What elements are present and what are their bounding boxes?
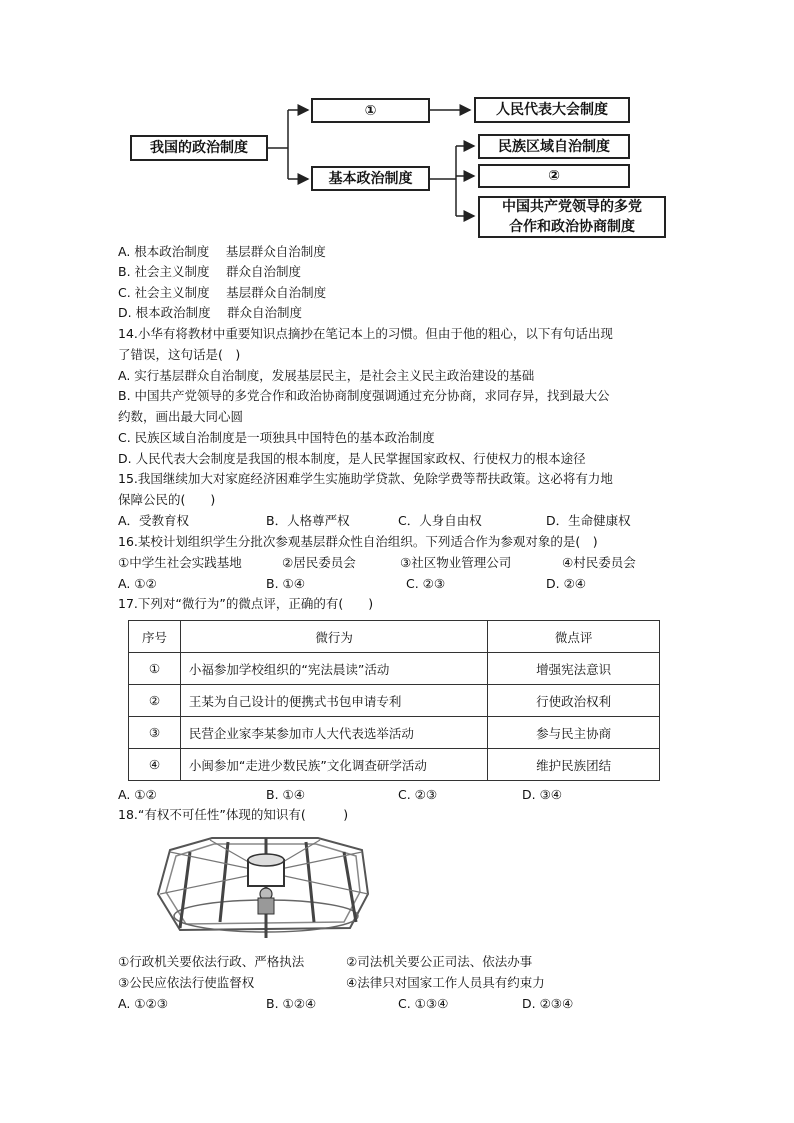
table-cell: ③ — [129, 717, 181, 749]
diagram-ethnic-autonomy-box: 民族区域自治制度 — [478, 134, 630, 159]
q17-option-d: D. ③④ — [522, 787, 562, 802]
q15-stem-line1: 15.我国继续加大对家庭经济困难学生实施助学贷款、免除学费等帮扶政策。这必将有力地 — [118, 471, 613, 486]
table-cell: ④ — [129, 749, 181, 781]
q14-option-b-cont: 约数，画出最大同心圆 — [118, 409, 244, 424]
q17-table — [128, 620, 660, 781]
political-system-diagram — [118, 88, 678, 248]
table-row — [129, 749, 660, 781]
table-cell: 王某为自己设计的便携式书包申请专利 — [180, 685, 487, 717]
q18-item-2: ②司法机关要公正司法、依法办事 — [346, 954, 533, 969]
q16-item-3: ③社区物业管理公司 — [400, 555, 512, 570]
table-header-row — [129, 621, 660, 653]
table-cell: ① — [129, 653, 181, 685]
q14-stem-line1: 14.小华有将教材中重要知识点摘抄在笔记本上的习惯。但由于他的粗心，以下有句话出现 — [118, 326, 613, 341]
diagram-multiparty-line2: 合作和政治协商制度 — [509, 219, 635, 235]
q16-option-d: D. ②④ — [546, 576, 586, 591]
q15-stem-line2: 保障公民的( ) — [118, 492, 216, 507]
table-cell: 小闽参加“走进少数民族”文化调查研学活动 — [180, 749, 487, 781]
q15-option-b: B．人格尊严权 — [266, 513, 350, 528]
q16-stem: 16.某校计划组织学生分批次参观基层群众性自治组织。下列适合作为参观对象的是( ) — [118, 534, 598, 549]
diagram-multiparty-line1: 中国共产党领导的多党 — [502, 199, 642, 215]
q13-option-c: C. 社会主义制度 基层群众自治制度 — [118, 285, 327, 300]
q16-option-b: B. ①④ — [266, 576, 305, 591]
diagram-basic-system-box: 基本政治制度 — [311, 166, 430, 191]
cartoon-illustration — [150, 832, 380, 944]
q16-item-2: ②居民委员会 — [282, 555, 356, 570]
table-row — [129, 653, 660, 685]
q13-option-d: D. 根本政治制度 群众自治制度 — [118, 305, 303, 320]
q16-option-c: C. ②③ — [406, 576, 446, 591]
q18-item-1: ①行政机关要依法行政、严格执法 — [118, 954, 305, 969]
diagram-root-box: 我国的政治制度 — [130, 135, 268, 161]
table-cell: 参与民主协商 — [488, 717, 660, 749]
q18-item-3: ③公民应依法行使监督权 — [118, 975, 255, 990]
q13-option-a: A. 根本政治制度 基层群众自治制度 — [118, 244, 326, 259]
diagram-blank-2-box: ② — [478, 164, 630, 188]
table-row — [129, 717, 660, 749]
q18-option-c: C. ①③④ — [398, 996, 449, 1011]
table-header-cell: 微点评 — [488, 621, 660, 653]
table-row — [129, 685, 660, 717]
diagram-blank-1-box: ① — [311, 98, 430, 123]
q18-option-a: A. ①②③ — [118, 996, 168, 1011]
diagram-multiparty-box — [478, 196, 666, 238]
q17-option-a: A. ①② — [118, 787, 157, 802]
table-cell: 行使政治权利 — [488, 685, 660, 717]
q15-option-a: A．受教育权 — [118, 513, 190, 528]
q16-option-a: A. ①② — [118, 576, 157, 591]
q13-option-b: B. 社会主义制度 群众自治制度 — [118, 264, 301, 279]
q18-stem: 18.“有权不可任性”体现的知识有( ) — [118, 807, 349, 822]
table-header-cell: 微行为 — [180, 621, 487, 653]
q16-item-1: ①中学生社会实践基地 — [118, 555, 242, 570]
q14-stem-line2: 了错误，这句话是( ) — [118, 347, 241, 362]
table-cell: ② — [129, 685, 181, 717]
q18-item-4: ④法律只对国家工作人员具有约束力 — [346, 975, 545, 990]
q14-option-c: C. 民族区域自治制度是一项独具中国特色的基本政治制度 — [118, 430, 435, 445]
q14-option-a: A. 实行基层群众自治制度，发展基层民主，是社会主义民主政治建设的基础 — [118, 368, 535, 383]
q14-option-b: B. 中国共产党领导的多党合作和政治协商制度强调通过充分协商，求同存异，找到最大公 — [118, 388, 610, 403]
table-cell: 增强宪法意识 — [488, 653, 660, 685]
q17-stem: 17.下列对“微行为”的微点评，正确的有( ) — [118, 596, 374, 611]
q15-option-d: D．生命健康权 — [546, 513, 631, 528]
q17-option-b: B. ①④ — [266, 787, 305, 802]
table-cell: 小福参加学校组织的“宪法晨读”活动 — [180, 653, 487, 685]
q18-option-b: B. ①②④ — [266, 996, 317, 1011]
q17-option-c: C. ②③ — [398, 787, 438, 802]
q18-option-d: D. ②③④ — [522, 996, 574, 1011]
table-cell: 维护民族团结 — [488, 749, 660, 781]
table-header-cell: 序号 — [129, 621, 181, 653]
diagram-people-congress-box: 人民代表大会制度 — [474, 97, 630, 123]
q14-option-d: D. 人民代表大会制度是我国的根本制度，是人民掌握国家政权、行使权力的根本途径 — [118, 451, 586, 466]
table-cell: 民营企业家李某参加市人大代表选举活动 — [180, 717, 487, 749]
q16-item-4: ④村民委员会 — [562, 555, 636, 570]
q15-option-c: C．人身自由权 — [398, 513, 482, 528]
